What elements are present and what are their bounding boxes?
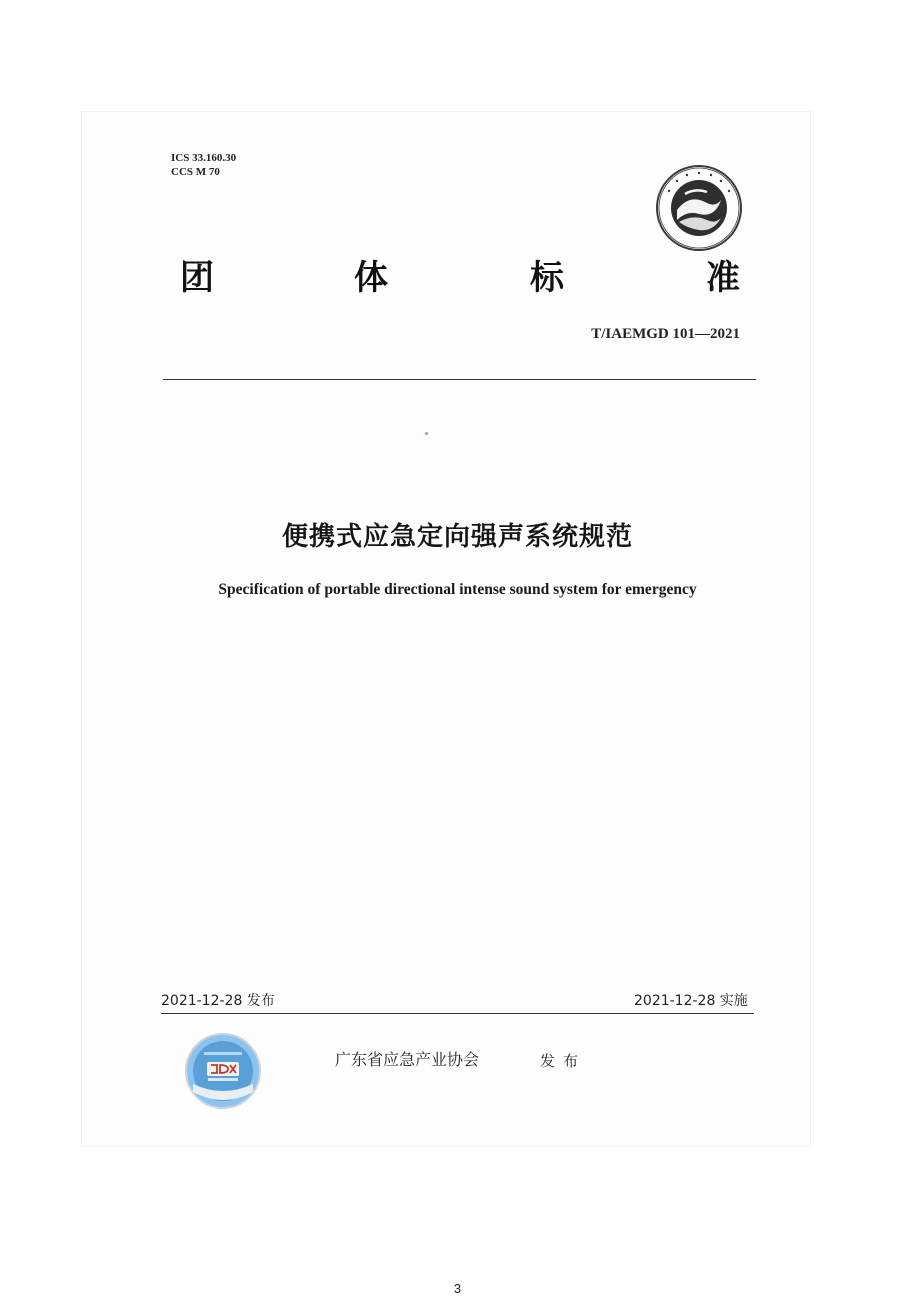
ccs-code: CCS M 70 (171, 166, 220, 178)
footer-divider (161, 1013, 754, 1014)
publish-label: 发布 (540, 1052, 587, 1070)
association-seal-icon (655, 164, 743, 252)
document-title-cn: 便携式应急定向强声系统规范 (281, 522, 633, 552)
standard-type-char-4: 准 (706, 258, 740, 298)
header-divider (163, 379, 756, 380)
anti-counterfeit-sticker-icon (184, 1032, 262, 1110)
scan-speck (425, 432, 428, 435)
standard-type-char-2: 体 (354, 258, 388, 298)
publisher-name: 广东省应急产业协会 (335, 1050, 480, 1069)
standard-type-char-1: 团 (180, 258, 214, 298)
classification-codes (171, 151, 236, 179)
standard-number: T/IAEMGD 101—2021 (591, 326, 740, 342)
page-number: 3 (453, 1281, 462, 1296)
issue-date: 2021-12-28 发布 (161, 993, 275, 1009)
implementation-date: 2021-12-28 实施 (634, 993, 748, 1009)
document-title-en: Specification of portable directional intense sound system for emergency (218, 581, 697, 598)
standard-type-char-3: 标 (530, 258, 564, 298)
ics-code: ICS 33.160.30 (171, 152, 237, 164)
